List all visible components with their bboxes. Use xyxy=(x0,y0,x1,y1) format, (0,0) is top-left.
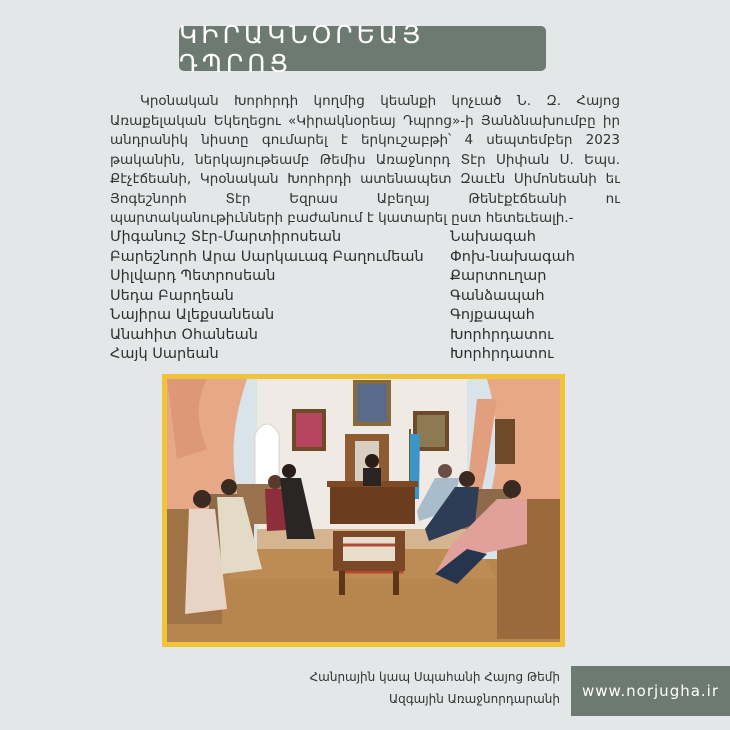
meeting-photo xyxy=(167,379,560,642)
member-row xyxy=(110,345,580,365)
page-title-banner xyxy=(179,19,546,78)
member-row xyxy=(110,248,580,268)
member-row xyxy=(110,287,580,307)
page-title: ԿԻՐԱԿՆՕՐԵԱՅ ԴՊՐՈՑ xyxy=(179,19,425,78)
intro-paragraph: Կրօնական Խորհրդի կողմից կեանքի կոչւած Ն. Զ. Հայոց Առաքելական Եկեղեցու «Կիրակնօրեայ Դպրոց»-ի Յանձնախումբը իր անդրանիկ նիստը գումարել է երկուշաբթի՝ 4 սեպտեմբեր 2023 թականին, ներկայութեամբ Թեմիս Առաջնորդ Տէր Սիփան Ս. Եպս. Քէչէճեանի, Կրօնական Խորհրդի ատենապետ Զաւէն Սիմոնեանի եւ Յոգեշնորհ Տէր Եզրաս Աբեղայ Թենէքէճեանի ու պարտականութիւնների բաժանում է կատարել ըստ հետեւեալի.- xyxy=(110,93,620,226)
member-role: Գոյքապահ xyxy=(450,307,535,323)
member-row xyxy=(110,228,580,248)
member-role: Նախագահ xyxy=(450,229,536,245)
member-name: Անահիտ Օհանեան xyxy=(110,326,258,343)
member-row xyxy=(110,306,580,326)
member-role: Քարտուղար xyxy=(450,268,547,284)
member-name: Սեդա Բարղեան xyxy=(110,287,234,304)
footer-line-1: Հանրային կապ Սպահանի Հայոց Թեմի xyxy=(309,670,560,684)
member-role: Խորհրդատու xyxy=(450,326,554,343)
member-role: Գանձապահ xyxy=(450,287,545,304)
website-url[interactable]: www.norjugha.ir xyxy=(581,682,720,700)
members-list xyxy=(110,228,580,365)
website-link[interactable] xyxy=(571,666,730,716)
member-name: Միգանուշ Տէր-Մարտիրոսեան xyxy=(110,229,342,245)
member-name: Բարեշնորհ Արա Սարկաւագ Բաղումեան xyxy=(110,248,424,265)
member-name: Սիլվարդ Պետրոսեան xyxy=(110,268,276,284)
member-name: Նայիրա Ալեքսանեան xyxy=(110,307,275,323)
member-role: Փոխ-նախագահ xyxy=(450,248,575,265)
member-name: Հայկ Սարեան xyxy=(110,346,219,362)
member-role: Խորհրդատու xyxy=(450,346,554,362)
member-row xyxy=(110,326,580,346)
meeting-photo-frame xyxy=(162,374,565,647)
member-row xyxy=(110,267,580,287)
footer-line-2: Ազգային Առաջնորդարանի xyxy=(388,692,560,706)
